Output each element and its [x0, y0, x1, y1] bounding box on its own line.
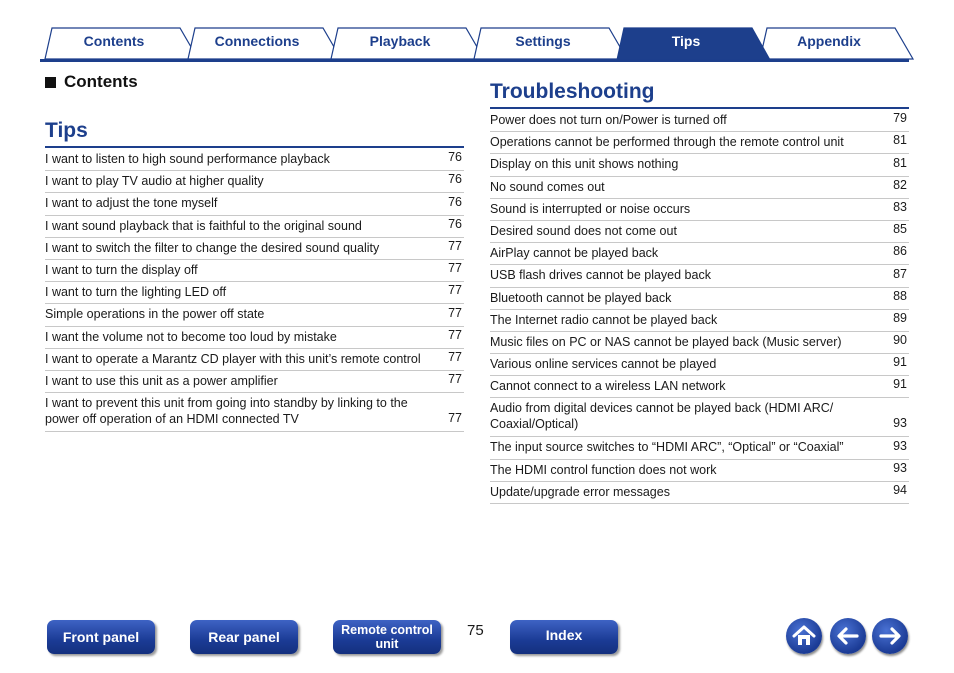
troubleshooting-item-text: Operations cannot be performed through the remote control unit [490, 135, 844, 150]
troubleshooting-item[interactable] [490, 437, 909, 459]
tab-contents[interactable]: Contents [83, 33, 145, 49]
troubleshooting-item[interactable] [490, 265, 909, 287]
troubleshooting-item-text: The HDMI control function does not work [490, 462, 717, 477]
tips-item-page: 77 [448, 372, 462, 387]
troubleshooting-item-text: Music files on PC or NAS cannot be played back (Music server) [490, 334, 842, 349]
tips-item[interactable] [45, 282, 464, 304]
troubleshooting-item[interactable] [490, 199, 909, 221]
tips-item[interactable] [45, 371, 464, 393]
troubleshooting-item-page: 83 [893, 199, 907, 214]
troubleshooting-item-page: 87 [893, 266, 907, 281]
troubleshooting-item[interactable] [490, 376, 909, 398]
troubleshooting-item-page: 86 [893, 244, 907, 259]
contents-heading [45, 72, 138, 92]
arrow-left-icon [830, 618, 866, 654]
tips-item[interactable] [45, 149, 464, 171]
tab-tips[interactable]: Tips [671, 33, 701, 49]
remote-unit-label: unit [375, 637, 399, 651]
troubleshooting-item-page: 91 [893, 355, 907, 370]
troubleshooting-item-page: 82 [893, 177, 907, 192]
troubleshooting-item-page: 88 [893, 288, 907, 303]
square-bullet-icon [45, 77, 56, 88]
front-panel-label: Front panel [62, 629, 140, 645]
troubleshooting-item[interactable] [490, 354, 909, 376]
troubleshooting-item-page: 89 [893, 310, 907, 325]
tips-item-text: I want to turn the display off [45, 262, 198, 277]
page-number: 75 [467, 622, 484, 639]
troubleshooting-title-rule [490, 107, 909, 109]
troubleshooting-item-text: The Internet radio cannot be played back [490, 312, 718, 327]
tips-item-page: 76 [448, 172, 462, 187]
next-page-button[interactable] [872, 618, 908, 654]
troubleshooting-item-text: Cannot connect to a wireless LAN network [490, 379, 726, 394]
tips-item-text: I want to listen to high sound performance playback [45, 152, 330, 166]
troubleshooting-item-page: 85 [893, 222, 907, 237]
troubleshooting-item[interactable] [490, 243, 909, 265]
troubleshooting-item-page: 79 [893, 111, 907, 126]
troubleshooting-item[interactable] [490, 482, 909, 504]
troubleshooting-item-page: 93 [893, 438, 907, 453]
tab-playback[interactable]: Playback [369, 33, 431, 49]
troubleshooting-item[interactable] [490, 332, 909, 354]
troubleshooting-item-text: Update/upgrade error messages [490, 484, 670, 499]
tips-item[interactable] [45, 304, 464, 326]
troubleshooting-list [490, 110, 909, 504]
tips-item-text: I want to prevent this unit from going into standby by linking to the power off operation of an HDMI connected TV [45, 396, 408, 426]
front-panel-button[interactable] [47, 620, 155, 654]
troubleshooting-item-page: 91 [893, 377, 907, 392]
rear-panel-label: Rear panel [208, 629, 280, 645]
tips-item-page: 76 [448, 150, 462, 165]
home-icon [786, 618, 822, 654]
tips-item-text: I want to turn the lighting LED off [45, 285, 227, 300]
troubleshooting-item[interactable] [490, 154, 909, 176]
tips-item-text: Simple operations in the power off state [45, 307, 265, 322]
troubleshooting-item[interactable] [490, 398, 909, 437]
troubleshooting-item-text: Display on this unit shows nothing [490, 157, 679, 172]
tips-item-text: I want to use this unit as a power amplifier [45, 373, 278, 388]
tips-item-page: 77 [448, 305, 462, 320]
tab-connections[interactable]: Connections [214, 33, 300, 49]
tips-item-text: I want to operate a Marantz CD player with this unit’s remote control [45, 351, 421, 366]
tips-item-page: 77 [448, 283, 462, 298]
troubleshooting-item[interactable] [490, 177, 909, 199]
tips-item-page: 77 [448, 411, 462, 426]
tips-item-page: 77 [448, 261, 462, 276]
tips-item[interactable] [45, 260, 464, 282]
tips-list [45, 149, 464, 432]
index-button[interactable] [510, 620, 618, 654]
tips-item[interactable] [45, 193, 464, 215]
troubleshooting-item-text: Power does not turn on/Power is turned off [490, 113, 727, 127]
troubleshooting-item-page: 93 [893, 460, 907, 475]
troubleshooting-item-page: 90 [893, 333, 907, 348]
troubleshooting-item[interactable] [490, 110, 909, 132]
tips-item-text: I want to switch the filter to change the desired sound quality [45, 240, 380, 255]
troubleshooting-item-text: Desired sound does not come out [490, 223, 677, 238]
index-label: Index [545, 627, 583, 643]
troubleshooting-item-page: 93 [893, 416, 907, 431]
troubleshooting-item[interactable] [490, 221, 909, 243]
troubleshooting-item[interactable] [490, 132, 909, 154]
troubleshooting-item-text: Audio from digital devices cannot be played back (HDMI ARC/ Coaxial/Optical) [490, 401, 834, 431]
tips-item[interactable] [45, 393, 464, 432]
troubleshooting-item-page: 94 [893, 483, 907, 497]
tips-item-text: I want to play TV audio at higher quality [45, 174, 264, 189]
troubleshooting-item-text: USB flash drives cannot be played back [490, 268, 711, 283]
tips-item-page: 77 [448, 327, 462, 342]
troubleshooting-item-text: The input source switches to “HDMI ARC”, “Optical” or “Coaxial” [490, 440, 844, 455]
troubleshooting-item-page: 81 [893, 133, 907, 148]
rear-panel-button[interactable] [190, 620, 298, 654]
tips-item[interactable] [45, 171, 464, 193]
tips-item[interactable] [45, 327, 464, 349]
remote-control-unit-button[interactable] [333, 620, 441, 654]
remote-control-label: Remote control [341, 623, 433, 637]
tips-item-page: 76 [448, 194, 462, 209]
tips-item[interactable] [45, 238, 464, 260]
tips-item-page: 76 [448, 216, 462, 231]
tips-title-rule [45, 146, 464, 148]
tab-settings[interactable]: Settings [515, 33, 571, 49]
troubleshooting-item-text: Various online services cannot be played [490, 357, 717, 372]
tips-item[interactable] [45, 349, 464, 371]
contents-heading-label: Contents [64, 72, 138, 91]
arrow-right-icon [872, 618, 908, 654]
tab-bar [0, 0, 954, 64]
troubleshooting-item-text: AirPlay cannot be played back [490, 246, 659, 261]
tips-item-page: 77 [448, 238, 462, 253]
tips-title: Tips [45, 119, 88, 142]
troubleshooting-item[interactable] [490, 310, 909, 332]
tips-item-text: I want to adjust the tone myself [45, 196, 218, 211]
troubleshooting-title: Troubleshooting [490, 80, 655, 103]
tips-item-page: 77 [448, 349, 462, 364]
troubleshooting-item-text: Bluetooth cannot be played back [490, 290, 672, 305]
troubleshooting-item-page: 81 [893, 155, 907, 170]
tips-item[interactable] [45, 216, 464, 238]
troubleshooting-item[interactable] [490, 288, 909, 310]
troubleshooting-item[interactable] [490, 460, 909, 482]
tips-item-text: I want sound playback that is faithful to the original sound [45, 218, 362, 233]
previous-page-button[interactable] [830, 618, 866, 654]
troubleshooting-item-text: Sound is interrupted or noise occurs [490, 201, 691, 216]
home-button[interactable] [786, 618, 822, 654]
tips-item-text: I want the volume not to become too loud by mistake [45, 329, 337, 344]
tab-appendix[interactable]: Appendix [797, 33, 861, 49]
troubleshooting-item-text: No sound comes out [490, 179, 605, 194]
